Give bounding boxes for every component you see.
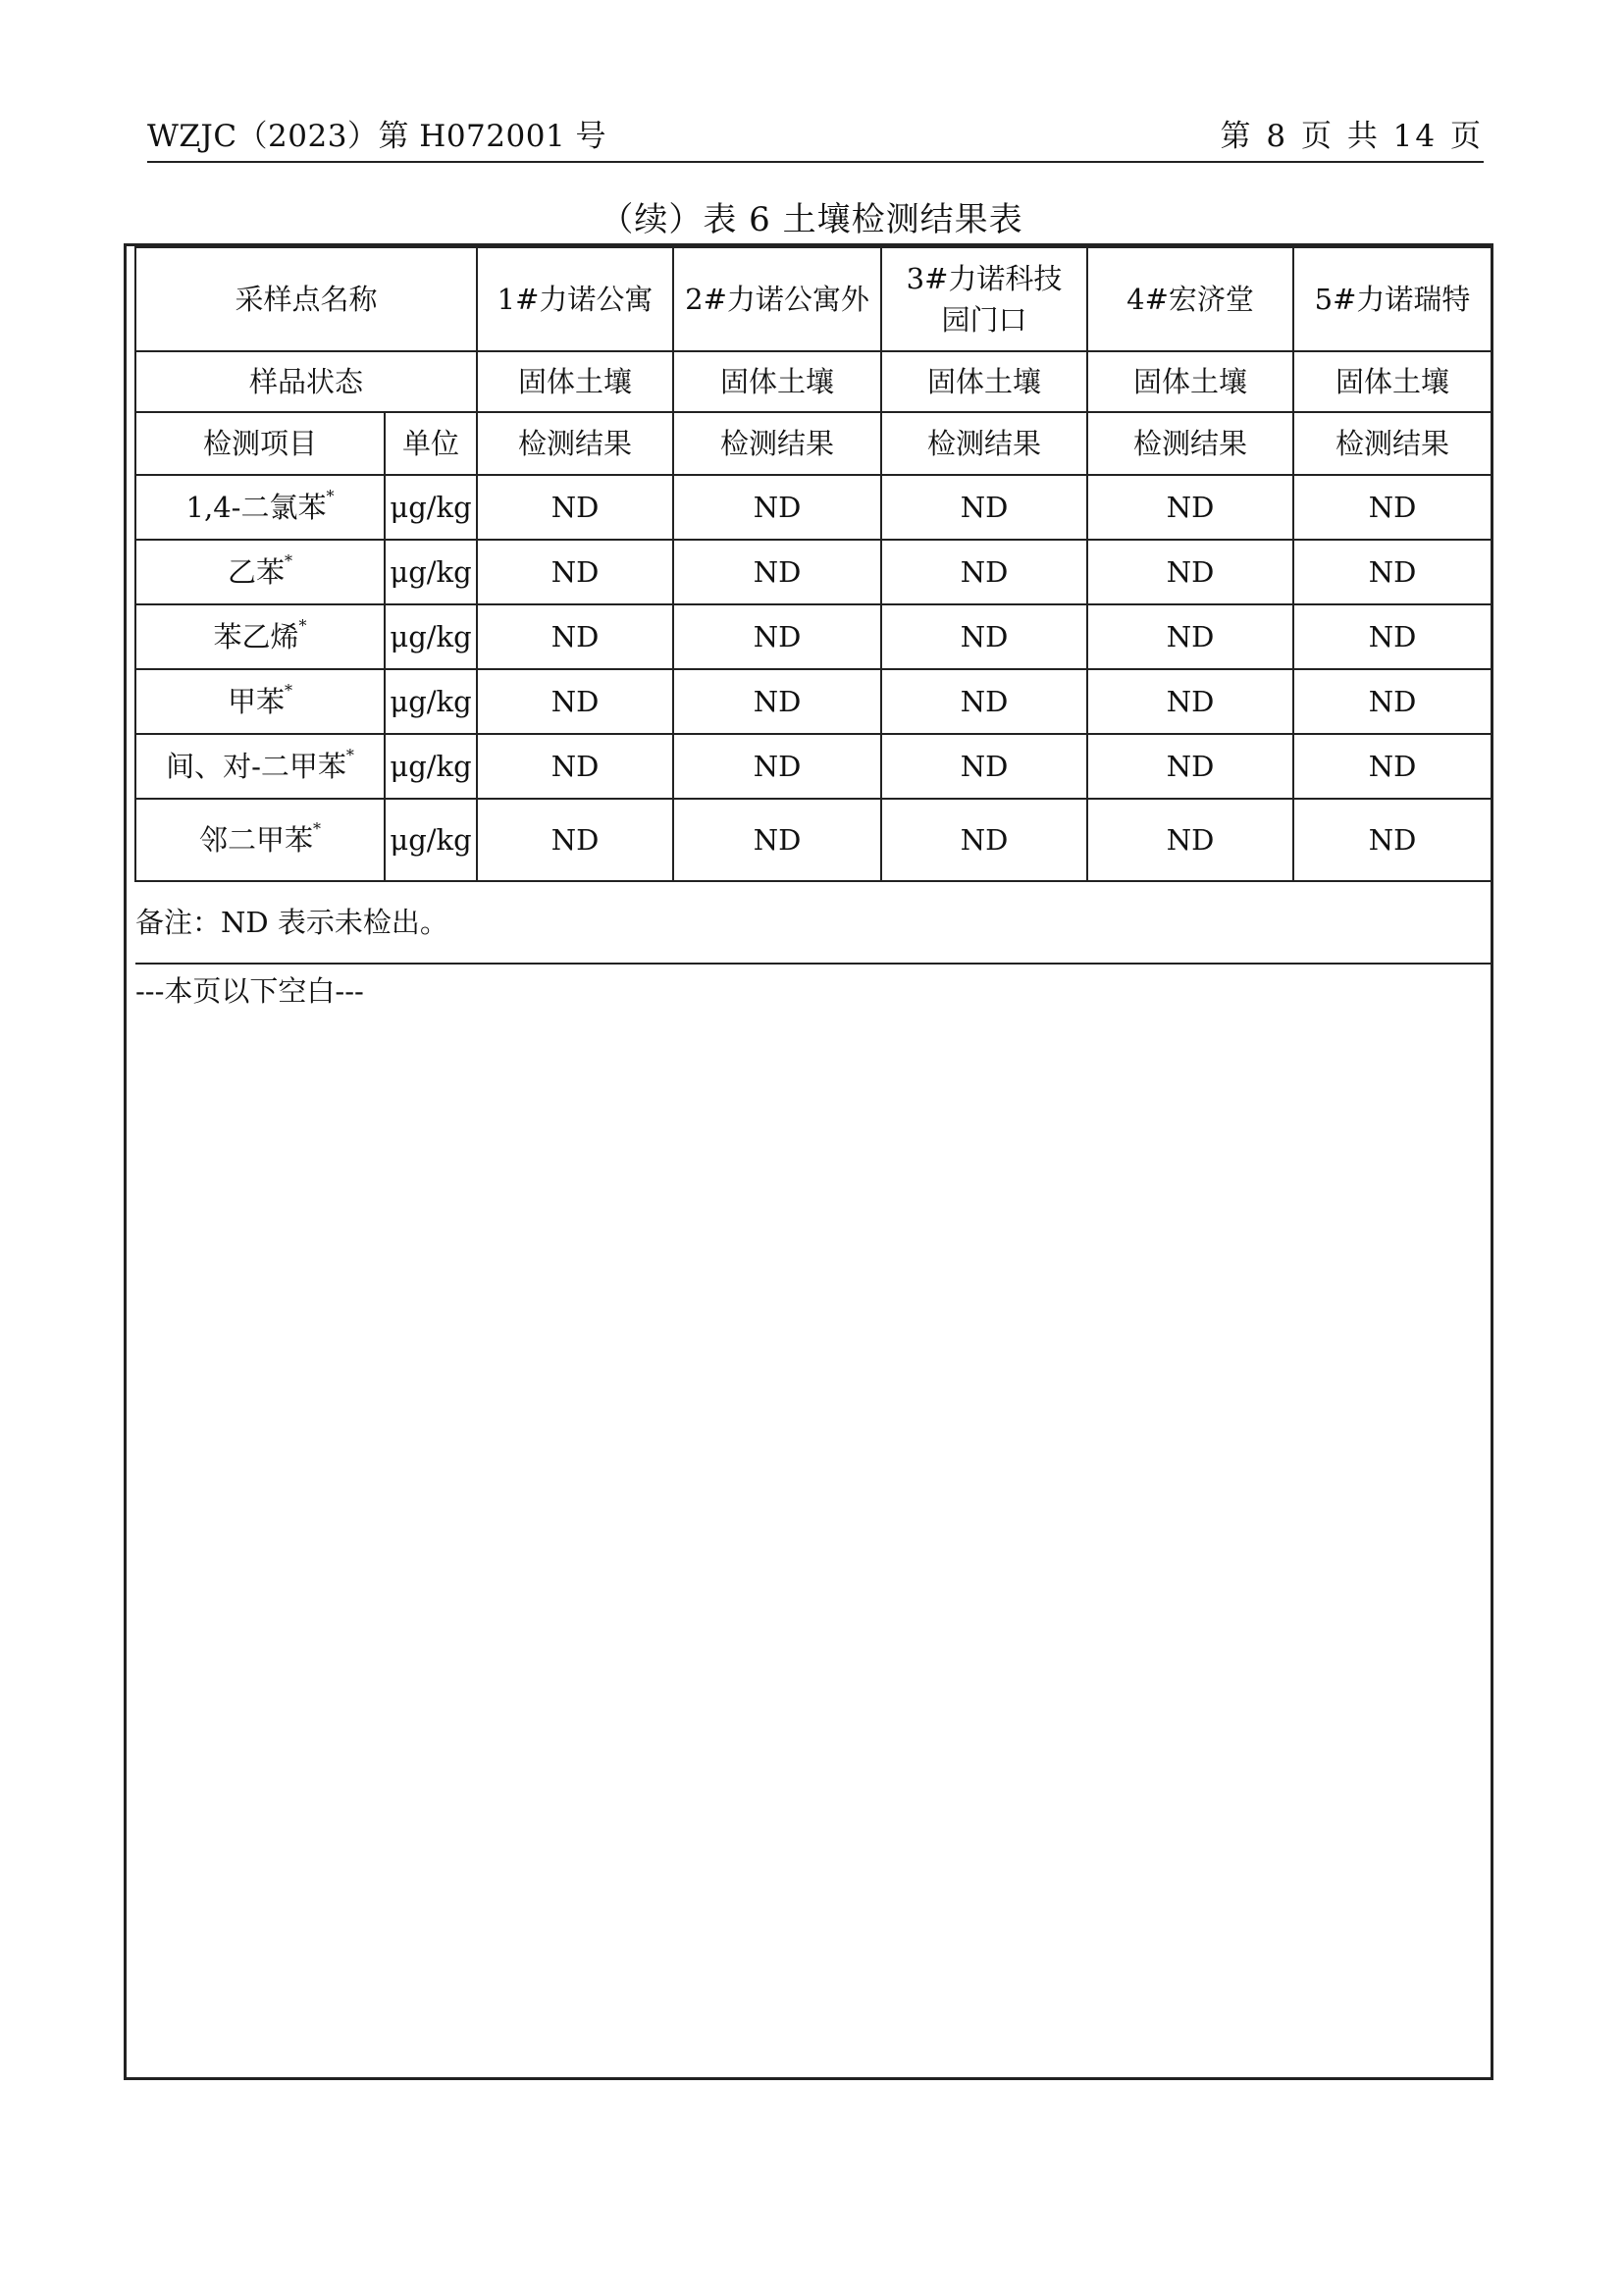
unit: μg/kg	[385, 734, 477, 799]
result-value: ND	[881, 799, 1087, 881]
result-label: 检测结果	[477, 412, 673, 475]
result-label: 检测结果	[1087, 412, 1293, 475]
sample-state-label: 样品状态	[135, 351, 477, 412]
result-value: ND	[477, 799, 673, 881]
result-value: ND	[673, 540, 881, 604]
result-value: ND	[881, 540, 1087, 604]
result-value: ND	[1293, 604, 1492, 669]
table-row	[135, 734, 1492, 799]
unit: μg/kg	[385, 475, 477, 540]
table-note: 备注：ND 表示未检出。	[135, 881, 1492, 964]
test-item: 1,4-二氯苯*	[135, 475, 385, 540]
sample-state: 固体土壤	[881, 351, 1087, 412]
result-value: ND	[673, 734, 881, 799]
unit: μg/kg	[385, 669, 477, 734]
test-item: 甲苯*	[135, 669, 385, 734]
sample-state: 固体土壤	[1293, 351, 1492, 412]
site-name: 3#力诺科技园门口	[881, 247, 1087, 351]
unit: μg/kg	[385, 540, 477, 604]
result-value: ND	[673, 475, 881, 540]
site-name: 1#力诺公寓	[477, 247, 673, 351]
test-item: 乙苯*	[135, 540, 385, 604]
result-label: 检测结果	[1293, 412, 1492, 475]
site-name: 5#力诺瑞特	[1293, 247, 1492, 351]
table-row	[135, 475, 1492, 540]
result-value: ND	[881, 475, 1087, 540]
result-value: ND	[477, 734, 673, 799]
table-caption: （续）表 6 土壤检测结果表	[600, 200, 1023, 239]
test-item: 苯乙烯*	[135, 604, 385, 669]
site-name: 4#宏济堂	[1087, 247, 1293, 351]
result-value: ND	[1293, 734, 1492, 799]
result-value: ND	[1087, 604, 1293, 669]
report-number: WZJC（2023）第 H072001 号	[147, 119, 607, 154]
result-value: ND	[1087, 799, 1293, 881]
result-value: ND	[881, 669, 1087, 734]
site-name: 2#力诺公寓外	[673, 247, 881, 351]
result-value: ND	[1293, 799, 1492, 881]
note-row	[135, 881, 1492, 964]
sample-state: 固体土壤	[1087, 351, 1293, 412]
sample-state: 固体土壤	[673, 351, 881, 412]
result-label: 检测结果	[881, 412, 1087, 475]
page-number: 第 8 页 共 14 页	[1220, 119, 1484, 154]
result-value: ND	[673, 669, 881, 734]
sample-state: 固体土壤	[477, 351, 673, 412]
item-label: 检测项目	[135, 412, 385, 475]
column-header-row	[135, 412, 1492, 475]
result-value: ND	[881, 734, 1087, 799]
table-row	[135, 540, 1492, 604]
unit: μg/kg	[385, 799, 477, 881]
result-value: ND	[1293, 475, 1492, 540]
result-label: 检测结果	[673, 412, 881, 475]
result-value: ND	[477, 669, 673, 734]
result-value: ND	[477, 540, 673, 604]
sample-name-label: 采样点名称	[135, 247, 477, 351]
result-value: ND	[881, 604, 1087, 669]
blank-marker: ---本页以下空白---	[135, 964, 1492, 1012]
result-value: ND	[673, 604, 881, 669]
result-value: ND	[477, 475, 673, 540]
unit: μg/kg	[385, 604, 477, 669]
page-header	[147, 116, 1484, 163]
result-value: ND	[1087, 540, 1293, 604]
site-header-row	[135, 247, 1492, 351]
blank-row	[135, 964, 1492, 1012]
result-value: ND	[1293, 669, 1492, 734]
table-row	[135, 799, 1492, 881]
test-item: 邻二甲苯*	[135, 799, 385, 881]
result-value: ND	[1087, 669, 1293, 734]
table-row	[135, 604, 1492, 669]
unit-label: 单位	[385, 412, 477, 475]
result-value: ND	[673, 799, 881, 881]
test-item: 间、对-二甲苯*	[135, 734, 385, 799]
result-value: ND	[1087, 734, 1293, 799]
sample-state-row	[135, 351, 1492, 412]
report-frame	[124, 243, 1493, 2080]
result-value: ND	[1087, 475, 1293, 540]
soil-results-table	[134, 246, 1492, 1012]
table-row	[135, 669, 1492, 734]
result-value: ND	[1293, 540, 1492, 604]
result-value: ND	[477, 604, 673, 669]
